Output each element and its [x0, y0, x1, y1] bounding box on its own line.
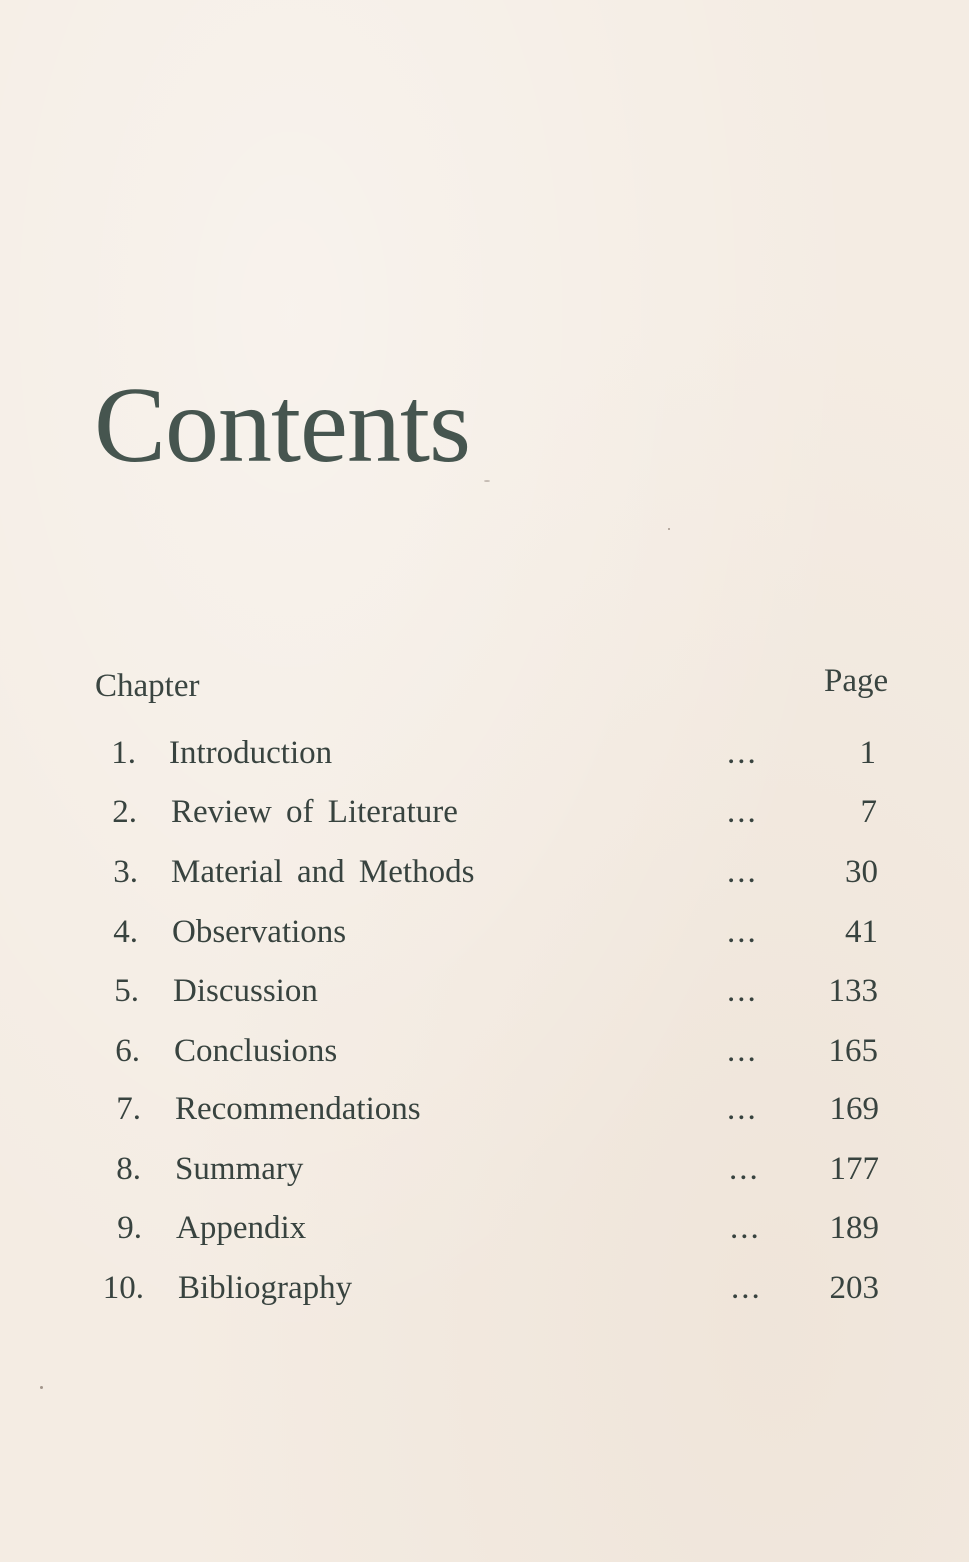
- chapter-number: 5.: [114, 973, 139, 1009]
- toc-row-summary: [0, 1151, 969, 1191]
- paper-speck: [484, 480, 490, 482]
- page-number: 177: [829, 1151, 879, 1187]
- toc-row-discussion: [0, 973, 969, 1013]
- chapter-title: Review of Literature: [171, 794, 458, 830]
- chapter-title: Recommendations: [175, 1091, 421, 1127]
- chapter-number: 2.: [112, 794, 137, 830]
- leader-dots: ...: [729, 1151, 760, 1187]
- leader-dots: ...: [727, 973, 758, 1009]
- page-number: 203: [829, 1270, 879, 1306]
- chapter-column-header: Chapter: [95, 668, 200, 704]
- page-number: 169: [829, 1091, 879, 1127]
- leader-dots: ...: [727, 854, 758, 890]
- toc-row-review-of-literature: [0, 794, 969, 834]
- chapter-title: Bibliography: [178, 1270, 353, 1306]
- leader-dots: ...: [730, 1210, 761, 1246]
- chapter-number: 8.: [116, 1151, 141, 1187]
- chapter-number: 6.: [115, 1033, 140, 1069]
- leader-dots: ...: [731, 1270, 762, 1306]
- toc-row-appendix: [0, 1210, 969, 1250]
- page-title: Contents: [94, 366, 471, 485]
- toc-row-introduction: [0, 735, 969, 775]
- chapter-title: Conclusions: [174, 1033, 338, 1069]
- leader-dots: ...: [727, 735, 758, 771]
- chapter-title: Discussion: [173, 973, 318, 1009]
- chapter-title: Summary: [175, 1151, 304, 1187]
- chapter-title: Observations: [172, 914, 347, 950]
- page-number: 133: [828, 973, 878, 1009]
- chapter-title: Material and Methods: [171, 854, 475, 890]
- leader-dots: ...: [727, 1033, 758, 1069]
- paper-speck: [668, 528, 670, 530]
- chapter-number: 1.: [111, 735, 136, 771]
- page-number: 41: [845, 914, 878, 950]
- page-number: 30: [845, 854, 878, 890]
- page-number: 7: [860, 794, 877, 830]
- toc-row-observations: [0, 914, 969, 954]
- toc-row-recommendations: [0, 1091, 969, 1131]
- leader-dots: ...: [727, 1091, 758, 1127]
- paper-speck: [40, 1386, 43, 1389]
- page-number: 165: [828, 1033, 878, 1069]
- page-number: 1: [859, 735, 876, 771]
- leader-dots: ...: [727, 914, 758, 950]
- chapter-title: Introduction: [169, 735, 333, 771]
- chapter-number: 7.: [116, 1091, 141, 1127]
- toc-row-conclusions: [0, 1033, 969, 1073]
- page-column-header: Page: [824, 663, 889, 699]
- toc-row-material-and-methods: [0, 854, 969, 894]
- chapter-title: Appendix: [176, 1210, 307, 1246]
- page-number: 189: [829, 1210, 879, 1246]
- chapter-number: 3.: [113, 854, 138, 890]
- toc-row-bibliography: [0, 1270, 969, 1310]
- chapter-number: 4.: [113, 914, 138, 950]
- leader-dots: ...: [727, 794, 758, 830]
- chapter-number: 10.: [102, 1270, 144, 1306]
- chapter-number: 9.: [117, 1210, 142, 1246]
